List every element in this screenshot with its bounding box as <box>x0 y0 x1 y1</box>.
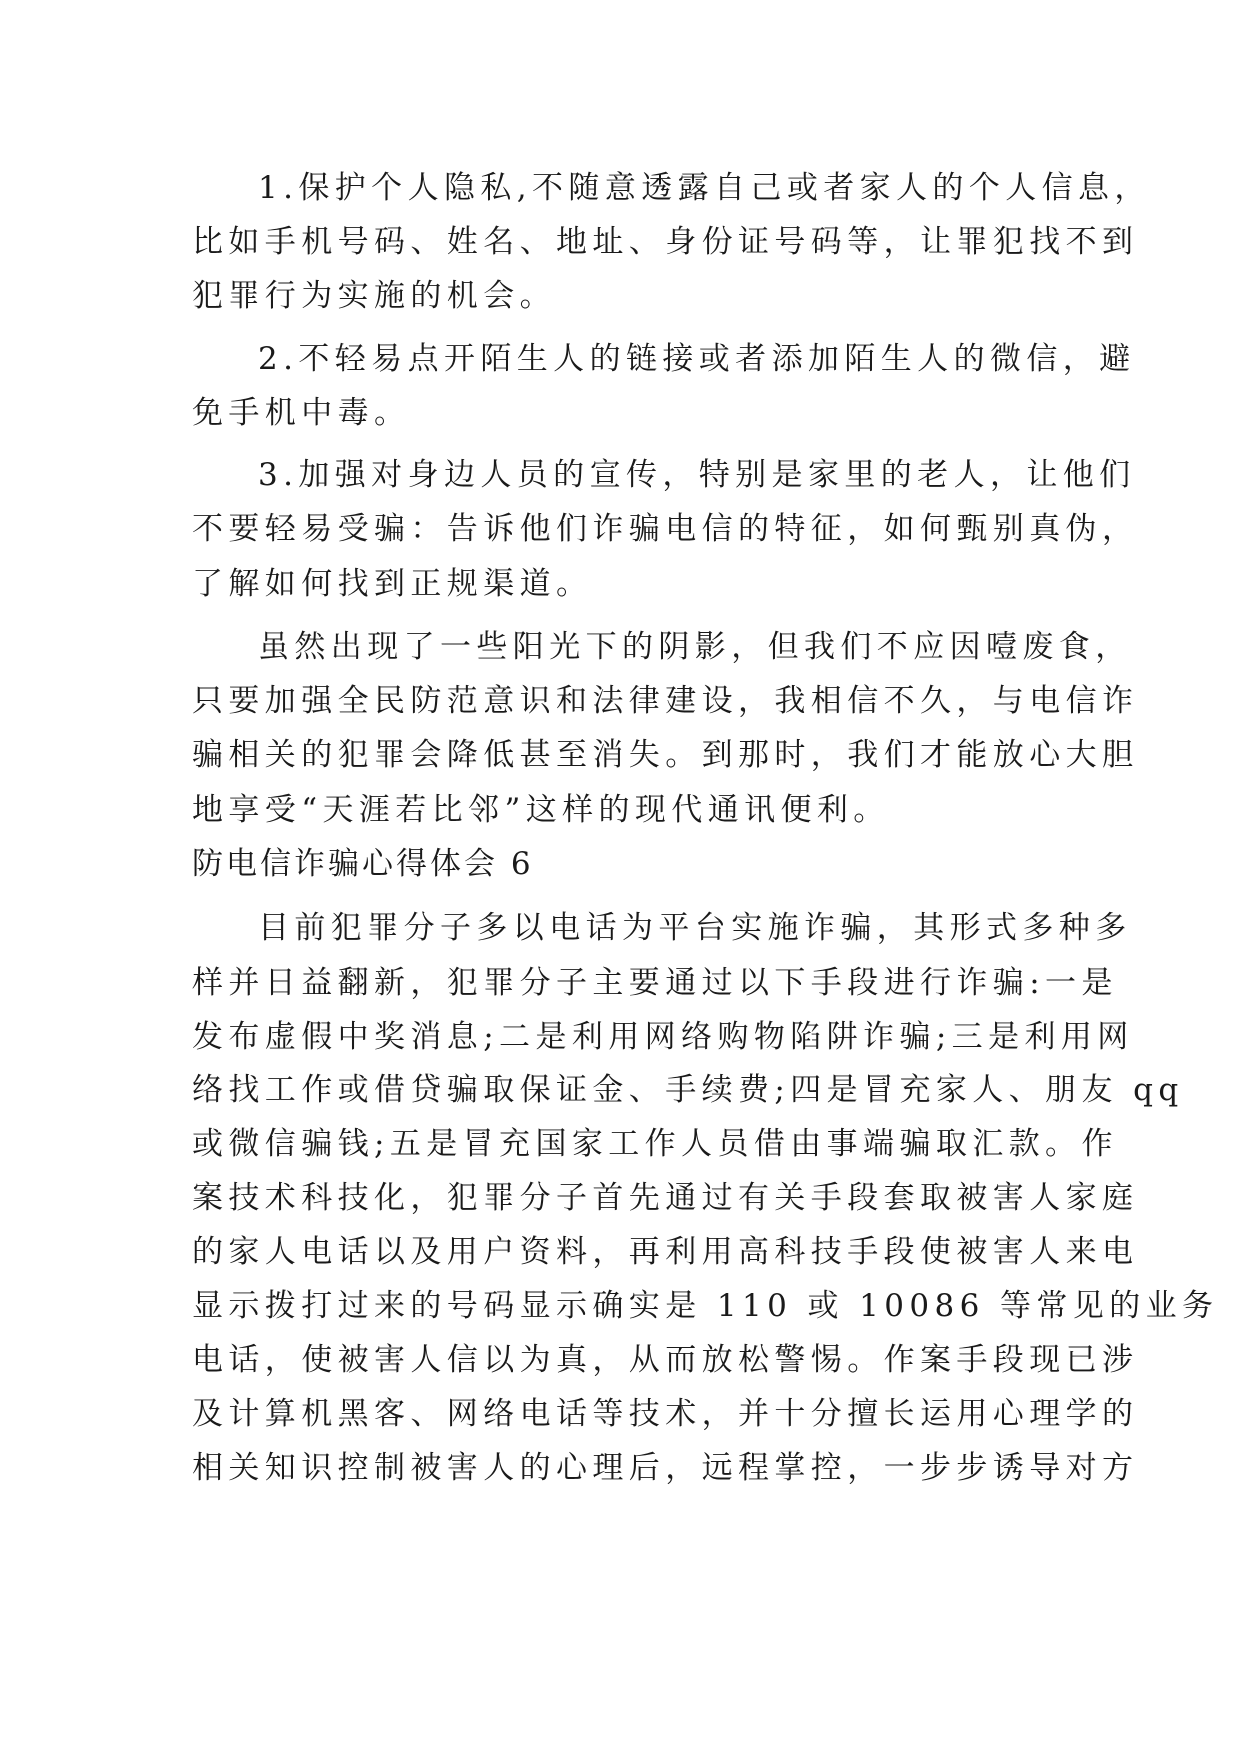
text-line: 电话，使被害人信以为真，从而放松警惕。作案手段现已涉 <box>192 1342 1139 1378</box>
text-line: 样并日益翻新，犯罪分子主要通过以下手段进行诈骗:一是 <box>192 965 1118 1001</box>
text-line: 目前犯罪分子多以电话为平台实施诈骗，其形式多种多 <box>258 910 1132 946</box>
text-line: 了解如何找到正规渠道。 <box>192 566 593 602</box>
text-line: 发布虚假中奖消息;二是利用网络购物陷阱诈骗;三是利用网 <box>192 1019 1134 1055</box>
text-line: 的家人电话以及用户资料，再利用高科技手段使被害人来电 <box>192 1234 1139 1270</box>
text-line: 相关知识控制被害人的心理后，远程掌控，一步步诱导对方 <box>192 1450 1139 1486</box>
text-line: 显示拨打过来的号码显示确实是 110 或 10086 等常见的业务 <box>192 1288 1219 1324</box>
text-line: 2.不轻易点开陌生人的链接或者添加陌生人的微信，避 <box>258 341 1136 377</box>
section-heading: 防电信诈骗心得体会 6 <box>192 846 534 882</box>
text-line: 不要轻易受骗：告诉他们诈骗电信的特征，如何甄别真伪， <box>192 511 1139 547</box>
text-line: 免手机中毒。 <box>192 395 411 431</box>
text-line: 案技术科技化，犯罪分子首先通过有关手段套取被害人家庭 <box>192 1180 1139 1216</box>
text-line: 犯罪行为实施的机会。 <box>192 278 556 314</box>
text-line: 只要加强全民防范意识和法律建设，我相信不久，与电信诈 <box>192 683 1139 719</box>
text-line: 骗相关的犯罪会降低甚至消失。到那时，我们才能放心大胆 <box>192 737 1139 773</box>
text-line: 地享受“天涯若比邻”这样的现代通讯便利。 <box>192 792 890 828</box>
text-line: 或微信骗钱;五是冒充国家工作人员借由事端骗取汇款。作 <box>192 1126 1118 1162</box>
text-line: 3.加强对身边人员的宣传，特别是家里的老人，让他们 <box>258 457 1136 493</box>
text-line: 1.保护个人隐私,不随意透露自己或者家人的个人信息， <box>258 170 1151 206</box>
text-line: 及计算机黑客、网络电话等技术，并十分擅长运用心理学的 <box>192 1396 1139 1432</box>
text-line: 络找工作或借贷骗取保证金、手续费;四是冒充家人、朋友 qq <box>192 1072 1184 1108</box>
text-line: 比如手机号码、姓名、地址、身份证号码等，让罪犯找不到 <box>192 224 1139 260</box>
text-line: 虽然出现了一些阳光下的阴影，但我们不应因噎废食， <box>258 629 1132 665</box>
